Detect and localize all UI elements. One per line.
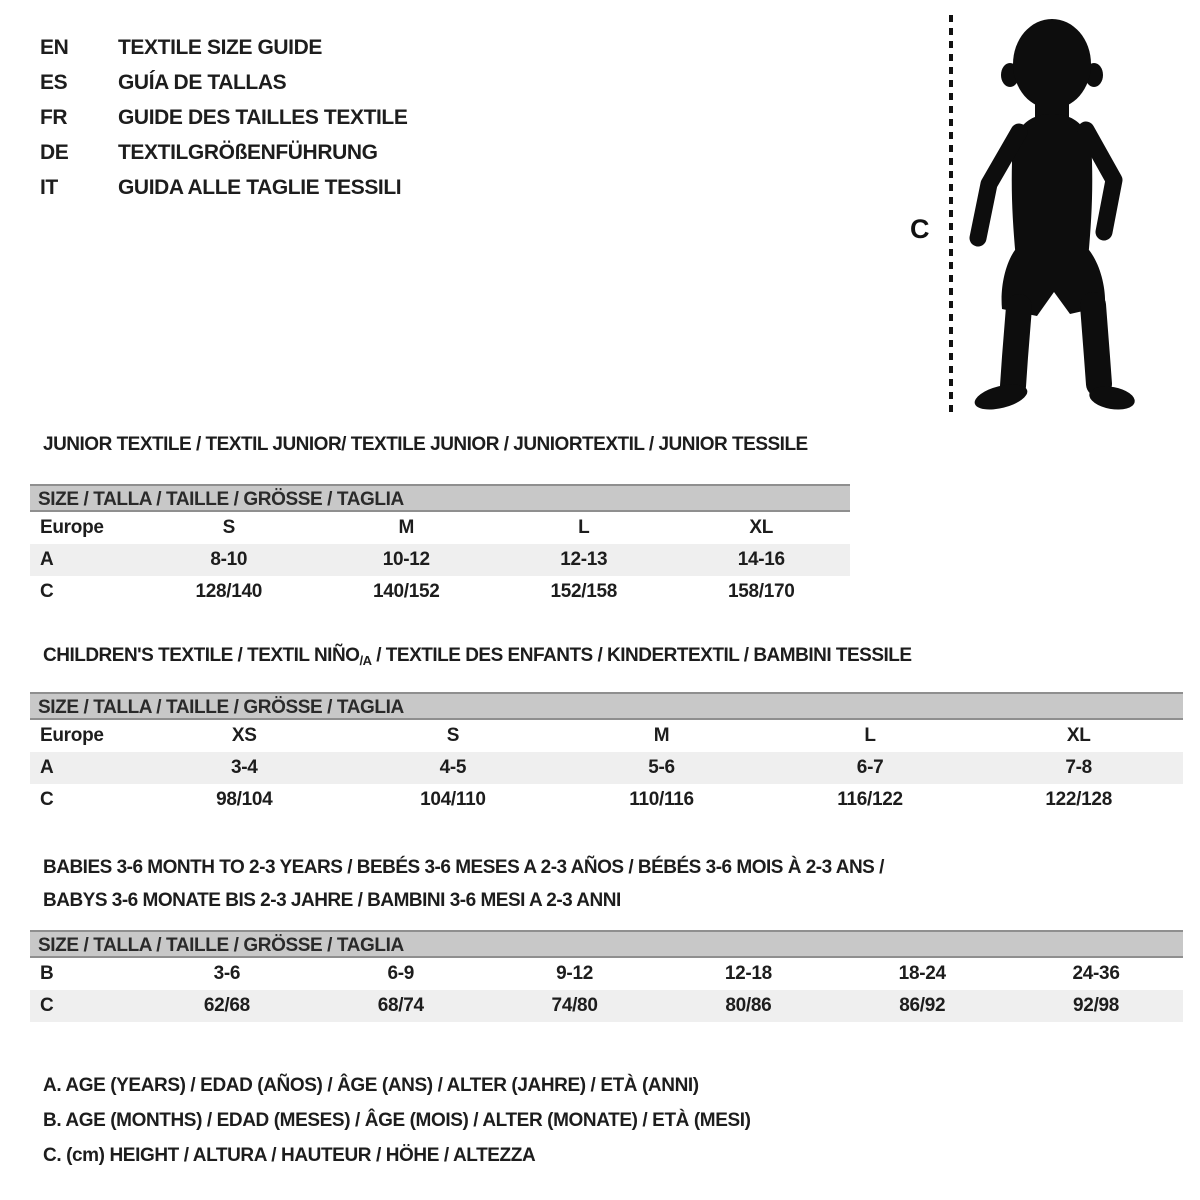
junior-size-table bbox=[30, 484, 850, 608]
size-value: 12-18 bbox=[724, 963, 772, 984]
row-label: Europe bbox=[40, 517, 104, 538]
table-row bbox=[30, 958, 1183, 990]
language-guide-title: TEXTILE SIZE GUIDE bbox=[118, 36, 322, 59]
table-row bbox=[30, 720, 1183, 752]
table-row bbox=[30, 512, 850, 544]
size-value: 8-10 bbox=[210, 549, 248, 570]
babies-size-table bbox=[30, 930, 1183, 1022]
size-value: 12-13 bbox=[560, 549, 608, 570]
size-value: 14-16 bbox=[737, 549, 785, 570]
table-row bbox=[30, 544, 850, 576]
size-value: 4-5 bbox=[439, 757, 467, 778]
size-value: M bbox=[653, 725, 670, 746]
size-value: 7-8 bbox=[1065, 757, 1092, 778]
language-code: EN bbox=[40, 36, 69, 59]
list-item bbox=[40, 135, 407, 170]
language-code: DE bbox=[40, 141, 69, 164]
babies-title-line1: BABIES 3-6 MONTH TO 2-3 YEARS / BEBÉS 3-6 MESES A 2-3 AÑOS / BÉBÉS 3-6 MOIS À 2-3 ANS / bbox=[43, 857, 884, 878]
size-value: L bbox=[864, 725, 876, 746]
size-value: 68/74 bbox=[377, 995, 424, 1016]
list-item bbox=[40, 100, 407, 135]
language-guide-title: GUÍA DE TALLAS bbox=[118, 71, 287, 94]
legend-height-cm: C. (cm) HEIGHT / ALTURA / HAUTEUR / HÖHE / ALTEZZA bbox=[43, 1145, 536, 1166]
size-value: 104/110 bbox=[420, 789, 486, 810]
table-header: SIZE / TALLA / TAILLE / GRÖSSE / TAGLIA bbox=[30, 692, 1183, 720]
height-figure bbox=[880, 0, 1200, 430]
size-value: 3-6 bbox=[213, 963, 241, 984]
legend-age-years: A. AGE (YEARS) / EDAD (AÑOS) / ÂGE (ANS) / ALTER (JAHRE) / ETÀ (ANNI) bbox=[43, 1075, 699, 1096]
size-value: 10-12 bbox=[382, 549, 430, 570]
language-guide-title: GUIDE DES TAILLES TEXTILE bbox=[118, 106, 408, 129]
table-row bbox=[30, 990, 1183, 1022]
size-value: S bbox=[446, 725, 460, 746]
size-value: 3-4 bbox=[231, 757, 258, 778]
table-row bbox=[30, 752, 1183, 784]
row-label: Europe bbox=[40, 725, 104, 746]
babies-section-title bbox=[43, 851, 884, 917]
language-guide-title: GUIDA ALLE TAGLIE TESSILI bbox=[118, 176, 402, 199]
size-value: 116/122 bbox=[837, 789, 903, 810]
size-value: 6-7 bbox=[856, 757, 884, 778]
size-value: 86/92 bbox=[899, 995, 946, 1016]
size-value: 122/128 bbox=[1045, 789, 1112, 810]
language-guide-list bbox=[40, 30, 407, 205]
size-value: 152/158 bbox=[550, 581, 618, 602]
size-value: XS bbox=[231, 725, 257, 746]
size-value: 98/104 bbox=[216, 789, 273, 810]
language-code: IT bbox=[40, 176, 58, 199]
table-header: SIZE / TALLA / TAILLE / GRÖSSE / TAGLIA bbox=[30, 930, 1183, 958]
list-item bbox=[40, 65, 407, 100]
size-value: 158/170 bbox=[727, 581, 795, 602]
legend bbox=[43, 1068, 751, 1173]
size-value: 18-24 bbox=[898, 963, 946, 984]
table-row bbox=[30, 784, 1183, 816]
legend-age-months: B. AGE (MONTHS) / EDAD (MESES) / ÂGE (MOIS) / ALTER (MONATE) / ETÀ (MESI) bbox=[43, 1110, 751, 1131]
toddler-silhouette-icon bbox=[972, 19, 1136, 414]
row-label: B bbox=[40, 963, 54, 984]
children-section-title bbox=[43, 645, 912, 668]
size-value: XL bbox=[749, 517, 774, 538]
size-value: 6-9 bbox=[387, 963, 415, 984]
size-value: 24-36 bbox=[1072, 963, 1120, 984]
children-size-table bbox=[30, 692, 1183, 816]
size-value: M bbox=[398, 517, 415, 538]
size-value: 92/98 bbox=[1073, 995, 1120, 1016]
height-label: C bbox=[910, 214, 930, 244]
size-value: 80/86 bbox=[725, 995, 772, 1016]
size-value: 9-12 bbox=[556, 963, 593, 984]
babies-title-line2: BABYS 3-6 MONATE BIS 2-3 JAHRE / BAMBINI 3-6 MESI A 2-3 ANNI bbox=[43, 890, 621, 911]
row-label: C bbox=[40, 789, 54, 810]
language-code: FR bbox=[40, 106, 68, 129]
children-title-text: CHILDREN'S TEXTILE / TEXTIL NIÑO bbox=[43, 645, 360, 666]
size-value: 74/80 bbox=[551, 995, 598, 1016]
size-value: 5-6 bbox=[648, 757, 675, 778]
size-value: S bbox=[222, 517, 235, 538]
size-value: 62/68 bbox=[203, 995, 250, 1016]
size-value: L bbox=[578, 517, 590, 538]
size-value: 128/140 bbox=[195, 581, 263, 602]
row-label: A bbox=[40, 757, 54, 778]
size-value: XL bbox=[1066, 725, 1091, 746]
junior-section-title: JUNIOR TEXTILE / TEXTIL JUNIOR/ TEXTILE JUNIOR / JUNIORTEXTIL / JUNIOR TESSILE bbox=[43, 434, 808, 455]
table-row bbox=[30, 576, 850, 608]
list-item bbox=[40, 170, 407, 205]
language-code: ES bbox=[40, 71, 68, 94]
size-value: 140/152 bbox=[372, 581, 440, 602]
language-guide-title: TEXTILGRÖßENFÜHRUNG bbox=[118, 141, 378, 164]
children-title-text: / TEXTILE DES ENFANTS / KINDERTEXTIL / BAMBINI TESSILE bbox=[371, 645, 912, 666]
children-title-subscript: /A bbox=[359, 653, 372, 668]
list-item bbox=[40, 30, 407, 65]
row-label: C bbox=[40, 581, 54, 602]
table-header: SIZE / TALLA / TAILLE / GRÖSSE / TAGLIA bbox=[30, 484, 850, 512]
size-value: 110/116 bbox=[629, 789, 694, 810]
row-label: A bbox=[40, 549, 54, 570]
row-label: C bbox=[40, 995, 54, 1016]
